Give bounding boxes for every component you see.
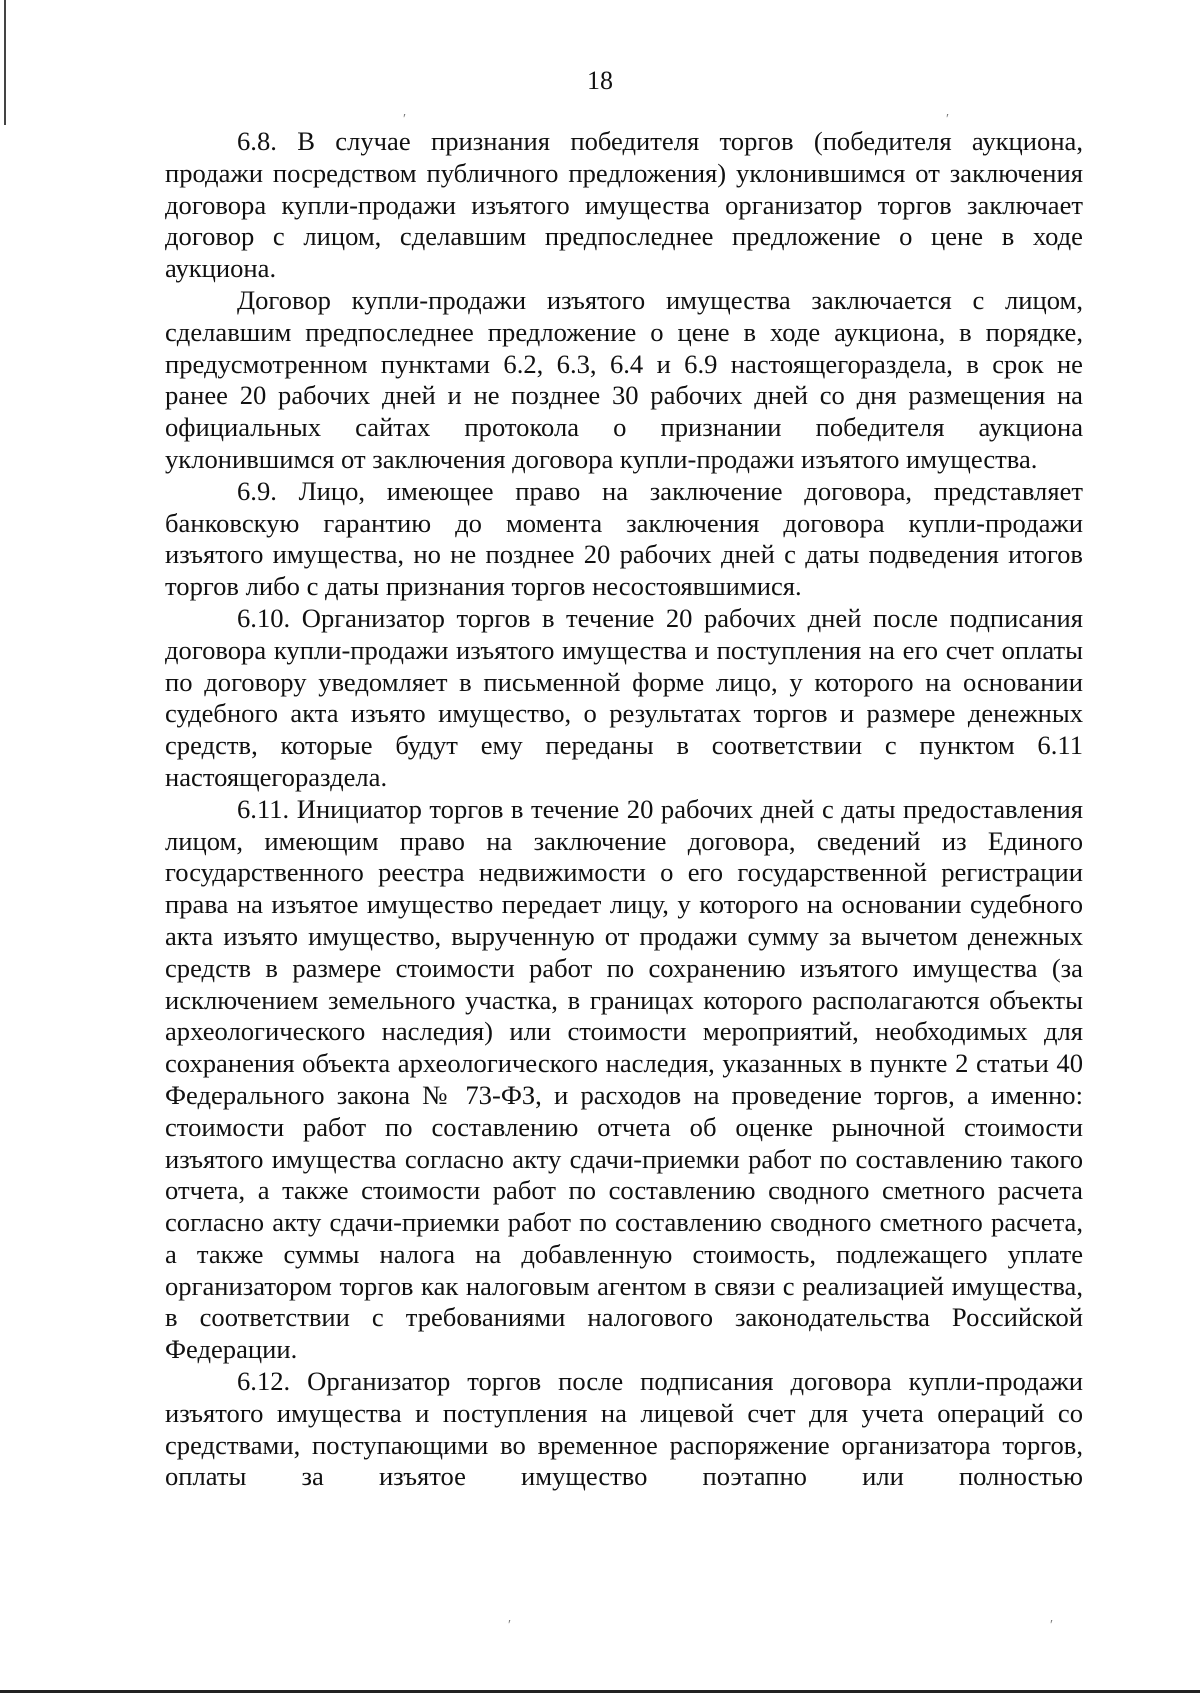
paragraph-6-9: 6.9. Лицо, имеющее право на заключение договора, представляет банковскую гарантию до момента заключения договора купли-продажи изъятого имущества, но не позднее 20 рабочих дней с даты подведения итогов торгов либо с даты признания торгов несостоявшимися. [165, 475, 1083, 602]
scan-mark: ′ [403, 112, 407, 127]
document-body [165, 126, 1083, 1493]
scan-edge-line [4, 0, 6, 125]
scan-mark: ′ [1050, 1618, 1054, 1633]
scan-mark: ′ [946, 112, 950, 127]
paragraph-6-12: 6.12. Организатор торгов после подписания договора купли-продажи изъятого имущества и поступления на лицевой счет для учета операций со средствами, поступающими во временное распоряжение организатора торгов, оплаты за изъятое имущество поэтапно или полностью [165, 1366, 1083, 1492]
paragraph-6-8: 6.8. В случае признания победителя торгов (победителя аукциона, продажи посредством публичного предложения) уклонившимся от заключения договора купли-продажи изъятого имущества организатор торгов заключает договор с лицом, сделавшим предпоследнее предложение о цене в ходе аукциона. [165, 126, 1083, 284]
paragraph-6-11: 6.11. Инициатор торгов в течение 20 рабочих дней с даты предоставления лицом, имеющим право на заключение договора, сведений из Единого государственного реестра недвижимости о его государственной регистрации права на изъятое имущество передает лицу, у которого на основании судебного акта изъято имущество, вырученную от продажи сумму за вычетом денежных средств в размере стоимости работ по сохранению изъятого имущества (за исключением земельного участка, в границах которого располагаются объекты археологического наследия) или стоимости мероприятий, необходимых для сохранения объекта археологического наследия, указанных в пункте 2 статьи 40 Федерального закона № 73-ФЗ, и расходов на проведение торгов, а именно: стоимости работ по составлению отчета об оценке рыночной стоимости изъятого имущества согласно акту сдачи-приемки работ по составлению такого отчета, а также стоимости работ по составлению сводного сметного расчета согласно акту сдачи-приемки работ по составлению сводного сметного расчета, а также суммы налога на добавленную стоимость, подлежащего уплате организатором торгов как налоговым агентом в связи с реализацией имущества, в соответствии с требованиями налогового законодательства Российской Федерации. [165, 793, 1083, 1365]
paragraph-6-8-contract: Договор купли-продажи изъятого имущества заключается с лицом, сделавшим предпоследнее предложение о цене в ходе аукциона, в порядке, предусмотренном пунктами 6.2, 6.3, 6.4 и 6.9 настоящегораздела, в срок не ранее 20 рабочих дней и не позднее 30 рабочих дней со дня размещения на официальных сайтах протокола о признании победителя аукциона уклонившимся от заключения договора купли-продажи изъятого имущества. [165, 284, 1083, 474]
scan-bottom-edge [0, 1690, 1200, 1693]
scan-mark: ′ [508, 1618, 512, 1633]
paragraph-6-10: 6.10. Организатор торгов в течение 20 рабочих дней после подписания договора купли-продажи изъятого имущества и поступления на его счет оплаты по договору уведомляет в письменной форме лицо, у которого на основании судебного акта изъято имущество, о результатах торгов и размере денежных средств, которые будут ему переданы в соответствии с пунктом 6.11 настоящегораздела. [165, 602, 1083, 792]
page-number: 18 [587, 66, 613, 95]
